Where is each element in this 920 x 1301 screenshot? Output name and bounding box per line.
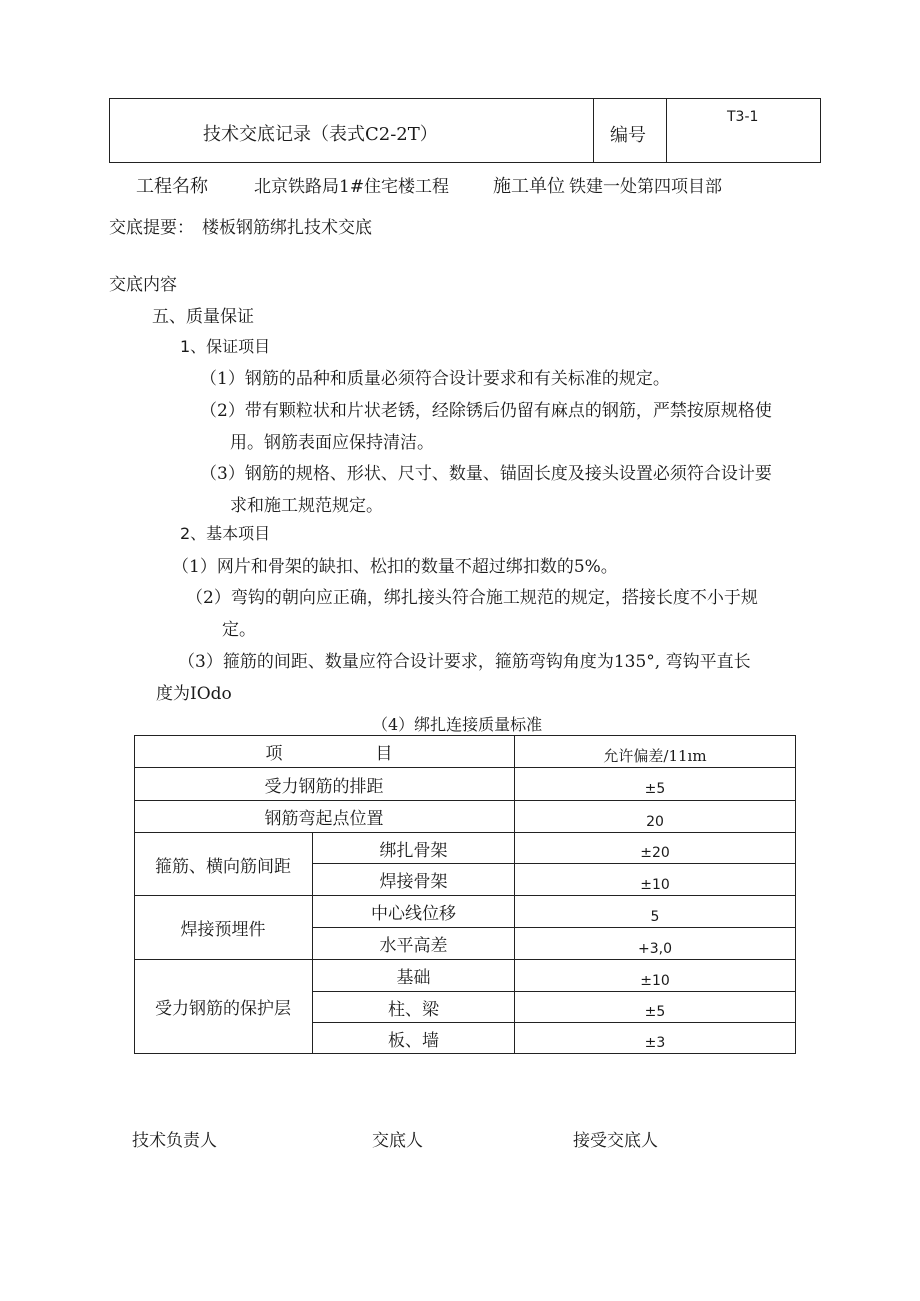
item-cell: 受力钢筋的排距 — [264, 776, 384, 797]
tolerance-cell: 5 — [650, 908, 660, 925]
header-divider — [593, 99, 594, 162]
code-value: T3-1 — [727, 109, 759, 125]
sub-item-cell: 板、墙 — [388, 1030, 439, 1051]
construction-unit-value: 铁建一处第四项目部 — [569, 177, 722, 197]
item-cell: 钢筋弯起点位置 — [264, 809, 384, 829]
document-title: 技术交底记录（表式C2-2T） — [203, 124, 438, 145]
tolerance-cell: ±10 — [640, 972, 670, 989]
group-cell: 箍筋、横向筋间距 — [155, 856, 291, 877]
sub-item-cell: 焊接骨架 — [379, 872, 448, 892]
tolerance-cell: ±3 — [644, 1035, 666, 1051]
sub-item-cell: 基础 — [396, 968, 431, 988]
project-name-value: 北京铁路局1#住宅楼工程 — [254, 177, 450, 197]
signature-tech-lead: 技术负责人 — [132, 1131, 217, 1151]
basic-item-cont: 定。 — [222, 620, 256, 640]
signature-presenter: 交底人 — [372, 1131, 423, 1151]
quality-standard-table — [134, 735, 796, 1054]
basic-item-cont: 度为IOdo — [156, 684, 232, 704]
table-border — [134, 735, 796, 736]
basic-item: （3）箍筋的间距、数量应符合设计要求，箍筋弯钩角度为135°, 弯钩平直长 — [178, 652, 751, 672]
sub-item-cell: 绑扎骨架 — [379, 840, 448, 861]
sub-item-cell: 柱、梁 — [388, 999, 439, 1020]
construction-unit-label: 施工单位 — [493, 176, 565, 197]
basic-heading: 2、基本项目 — [180, 524, 271, 543]
guarantee-item: （1）钢筋的品种和质量必须符合设计要求和有关标准的规定。 — [200, 369, 670, 389]
sub-item-cell: 水平高差 — [379, 936, 448, 956]
header-tolerance-cell: 允许偏差/11ım — [603, 747, 707, 765]
tolerance-cell: 20 — [646, 813, 664, 830]
guarantee-heading: 1、保证项目 — [180, 337, 271, 356]
section-heading: 五、质量保证 — [152, 307, 254, 327]
guarantee-item-cont: 求和施工规范规定。 — [230, 496, 383, 516]
basic-item: （2）弯钩的朝向应正确，绑扎接头符合施工规范的规定，搭接长度不小于规 — [186, 588, 758, 608]
tolerance-cell: ±5 — [644, 1004, 666, 1020]
header-item-cell: 项 — [265, 744, 283, 764]
header-item-cell: 目 — [375, 744, 393, 764]
table-caption: （4）绑扎连接质量标准 — [372, 715, 543, 734]
basic-item: （1）网片和骨架的缺扣、松扣的数量不超过绑扣数的5%。 — [172, 557, 618, 577]
tolerance-cell: +3,0 — [638, 940, 672, 957]
guarantee-item: （2）带有颗粒状和片状老锈，经除锈后仍留有麻点的钢筋，严禁按原规格使 — [200, 401, 772, 421]
content-label: 交底内容 — [109, 275, 177, 295]
guarantee-item: （3）钢筋的规格、形状、尺寸、数量、锚固长度及接头设置必须符合设计要 — [200, 464, 772, 484]
code-label: 编号 — [610, 125, 646, 146]
header-divider — [666, 99, 667, 162]
summary-label: 交底提要： — [109, 218, 194, 238]
tolerance-cell: ±5 — [644, 781, 666, 797]
signature-receiver: 接受交底人 — [573, 1131, 658, 1151]
tolerance-cell: ±10 — [640, 876, 670, 893]
group-cell: 受力钢筋的保护层 — [155, 999, 291, 1019]
guarantee-item-cont: 用。钢筋表面应保持清洁。 — [230, 433, 434, 453]
project-name-label: 工程名称 — [136, 176, 208, 197]
group-cell: 焊接预埋件 — [180, 920, 266, 940]
tolerance-cell: ±20 — [640, 845, 670, 861]
sub-item-cell: 中心线位移 — [371, 904, 456, 924]
summary-value: 楼板钢筋绑扎技术交底 — [202, 218, 372, 238]
